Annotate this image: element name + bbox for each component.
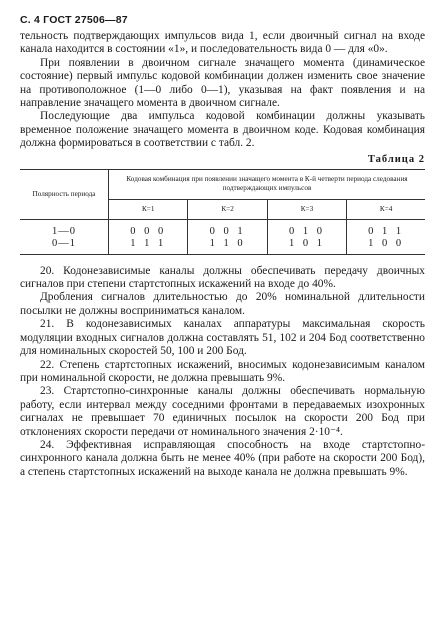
k-header: К=4 [347,199,425,219]
document-page [20,14,425,479]
polarity-header: Полярность периода [20,169,109,219]
paragraph: тельность подтверждающих импульсов вида 1, если двоичный сигнал на входе канала находится в состоянии «1», и последовательность вида 0 — для «0». [20,30,425,56]
table-column [347,219,425,254]
code-table [20,169,425,255]
table-column [267,219,346,254]
k-header: К=1 [109,199,188,219]
table-cell: 1 1 0 [209,237,246,249]
table-cell: 0 0 0 [130,225,167,237]
code-combination-header: Кодовая комбинация при появлении значащего момента в К-й четверти периода следования подтверждающих импульсов [109,169,426,199]
table-column [109,219,188,254]
paragraph: 22. Степень стартстопных искажений, вносимых кодонезависимым каналом при номинальной скорости, не должна превышать 9%. [20,358,425,384]
table-cell: 0 1 0 [288,225,325,237]
paragraph: Дробления сигналов длительностью до 20% номинальной длительности посылки не должны восприниматься каналом. [20,291,425,317]
paragraph: Последующие два импульса кодовой комбинации должны указывать временное положение значащего момента в двоичном коде. Кодовая комбинация должна формироваться в соответствии с табл. 2. [20,110,425,150]
table-cell: 0 0 1 [209,225,246,237]
table-cell: 0—1 [52,237,76,249]
paragraph: 21. В кодонезависимых каналах аппаратуры максимальная скорость модуляции входных сигналов должна составлять 51, 102 и 204 Бод соответственно для номинальных скоростей 50, 100 и 200 Бод. [20,318,425,358]
table-cell: 1 1 1 [130,237,167,249]
table-column [188,219,267,254]
polarity-cell [20,219,109,254]
paragraph: 24. Эффективная исправляющая способность на входе стартстопно-синхронного канала должна быть не менее 40% (при работе на скорости 200 Бод), а степень стартстопных искажений на выходе канала не должна превышать 9%. [20,438,425,478]
table-cell: 0 1 1 [368,225,405,237]
table-cell: 1—0 [52,225,76,237]
k-header: К=2 [188,199,267,219]
page-header: С. 4 ГОСТ 27506—87 [20,14,128,26]
paragraph: 20. Кодонезависимые каналы должны обеспечивать передачу двоичных сигналов при степени стартстопных искажений на входе до 40%. [20,264,425,291]
paragraph: При появлении в двоичном сигнале значащего момента (динамическое состояние) первый импульс кодовой комбинации должен изменить свое значение на противоположное (1—0 либо 0—1), указывая на факт появления и на направление значащего момента в двоичном сигнале. [20,56,425,110]
table-cell: 1 0 0 [368,237,405,249]
paragraph: 23. Стартстопно-синхронные каналы должны обеспечивать нормальную работу, если интервал между соседними фронтами в передаваемых изохронных сигналах не превышает 70 единичных посылок на скорости 200 Бод при отклонениях скорости передачи от номинального значения 2·10⁻⁴. [20,385,425,438]
table-cell: 1 0 1 [288,237,325,249]
k-header: К=3 [267,199,346,219]
table-caption: Таблица 2 [367,153,425,165]
